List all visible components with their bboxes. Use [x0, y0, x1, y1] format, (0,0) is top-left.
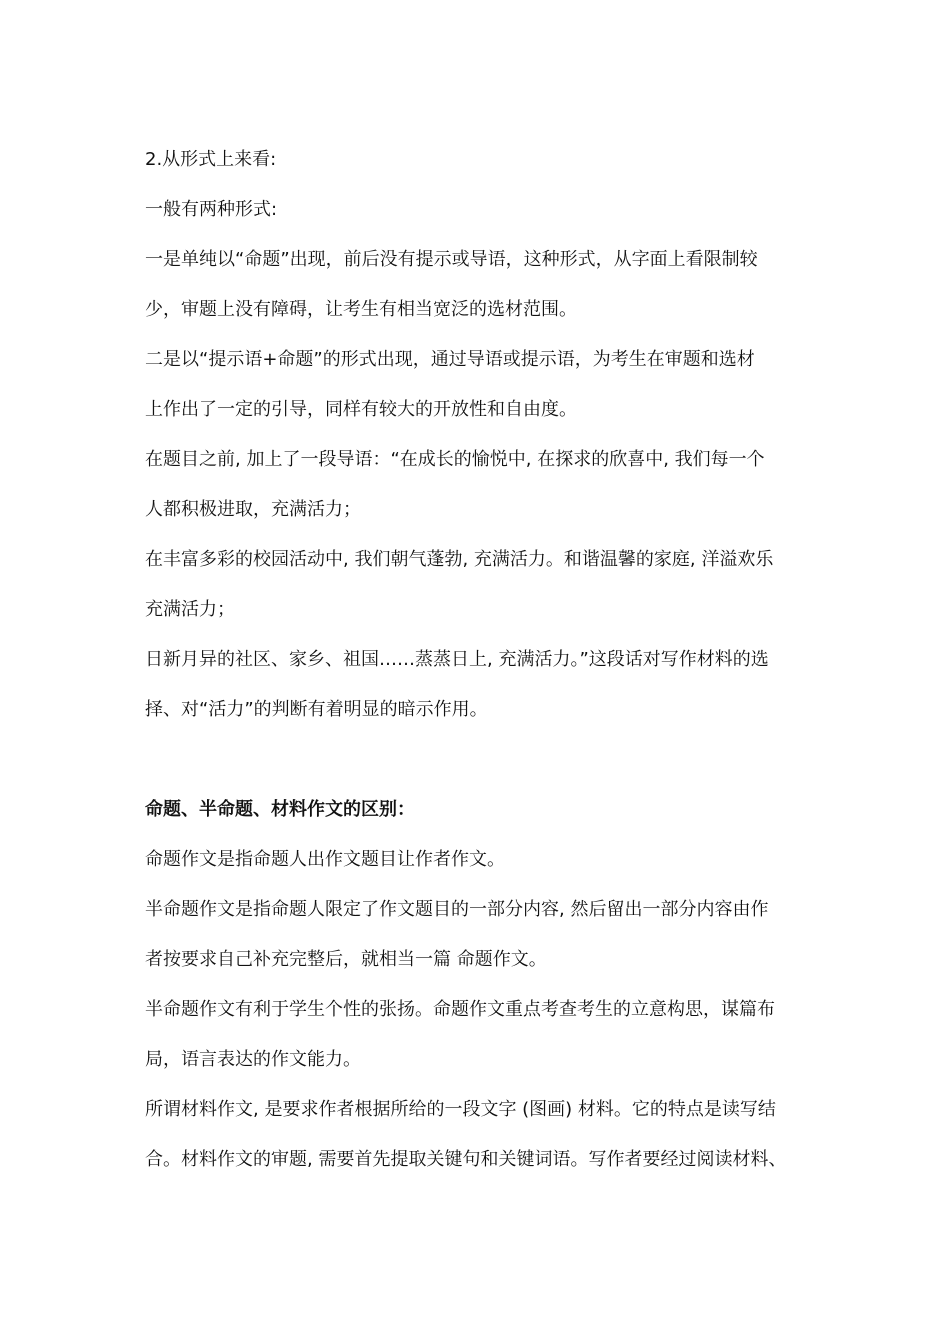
text-line: 命题作文是指命题人出作文题目让作者作文。 [145, 849, 505, 870]
paragraph-form-one [145, 235, 810, 335]
text-line: 合。材料作文的审题, 需要首先提取关键句和关键词语。写作者要经过阅读材料、 [145, 1149, 787, 1170]
paragraph-example-campus [145, 535, 810, 635]
text-line: 择、对“活力”的判断有着明显的暗示作用。 [145, 699, 488, 720]
section-spacer [145, 735, 810, 785]
text-line: 充满活力； [145, 599, 235, 620]
paragraph-example-intro [145, 435, 810, 535]
paragraph-form-two [145, 335, 810, 435]
text-line: 日新月异的社区、家乡、祖国……蒸蒸日上, 充满活力。”这段话对写作材料的选 [145, 649, 769, 670]
paragraph-material-essay [145, 1085, 810, 1185]
text-line: 二是以“提示语+命题”的形式出现，通过导语或提示语，为考生在审题和选材 [145, 349, 755, 370]
paragraph-example-community [145, 635, 810, 735]
paragraph-intro: 一般有两种形式: [145, 199, 278, 220]
section-heading-difference: 命题、半命题、材料作文的区别： [145, 799, 415, 820]
document-page [145, 135, 810, 1185]
text-line: 少，审题上没有障碍，让考生有相当宽泛的选材范围。 [145, 299, 577, 320]
text-line: 在丰富多彩的校园活动中, 我们朝气蓬勃, 充满活力。和谐温馨的家庭, 洋溢欢乐 [145, 549, 774, 570]
paragraph-half-proposition-essay [145, 885, 810, 985]
text-line: 所谓材料作文, 是要求作者根据所给的一段文字 (图画) 材料。它的特点是读写结 [145, 1099, 776, 1120]
text-line: 者按要求自己补充完整后，就相当一篇 命题作文。 [145, 949, 547, 970]
section-heading-form: 2.从形式上来看: [145, 149, 277, 170]
text-line: 一是单纯以“命题”出现，前后没有提示或导语，这种形式，从字面上看限制较 [145, 249, 758, 270]
text-line: 在题目之前, 加上了一段导语：“在成长的愉悦中, 在探求的欣喜中, 我们每一个 [145, 449, 765, 470]
text-line: 人都积极进取，充满活力； [145, 499, 361, 520]
text-line: 半命题作文有利于学生个性的张扬。命题作文重点考查考生的立意构思，谋篇布 [145, 999, 775, 1020]
paragraph-half-proposition-benefit [145, 985, 810, 1085]
text-line: 局，语言表达的作文能力。 [145, 1049, 361, 1070]
text-line: 半命题作文是指命题人限定了作文题目的一部分内容, 然后留出一部分内容由作 [145, 899, 769, 920]
text-line: 上作出了一定的引导，同样有较大的开放性和自由度。 [145, 399, 577, 420]
paragraph-proposition-essay [145, 835, 810, 885]
